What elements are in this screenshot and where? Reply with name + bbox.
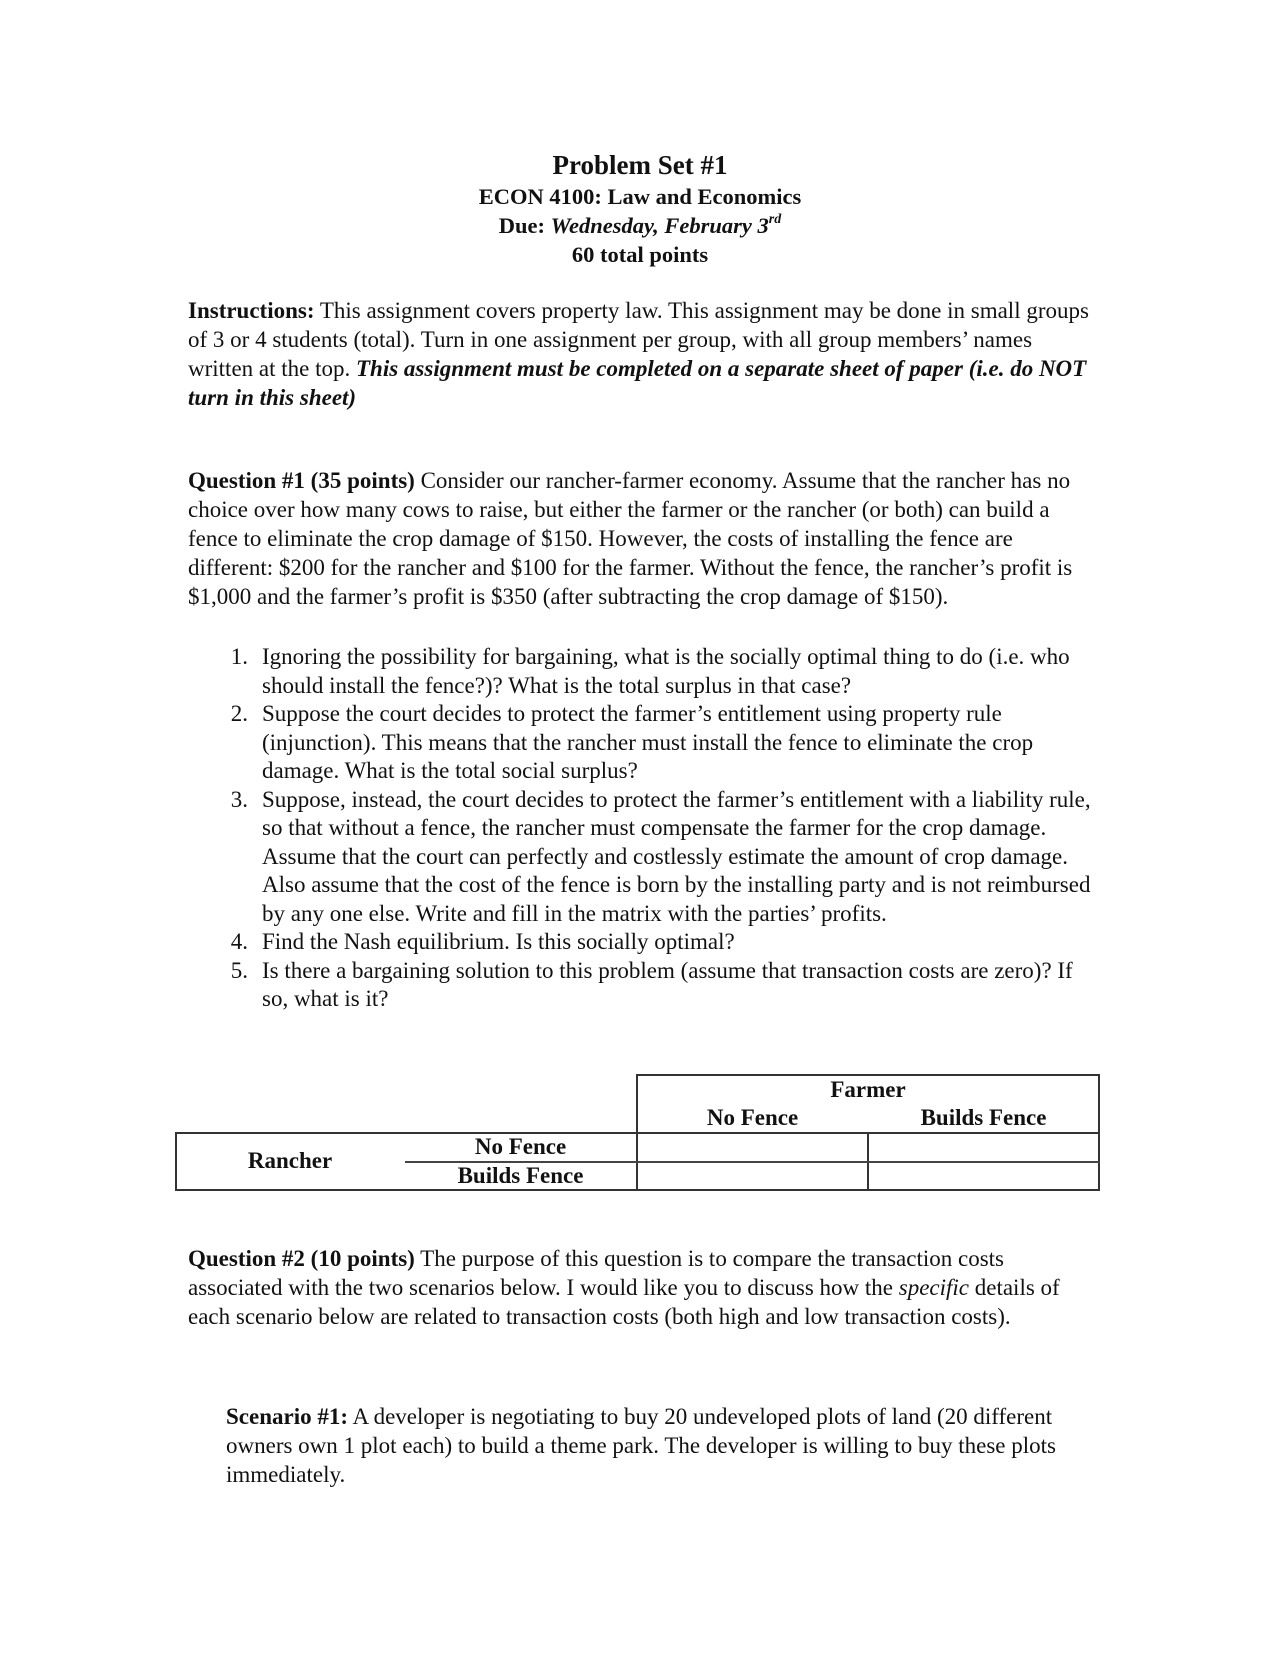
document-header bbox=[0, 148, 1280, 269]
instructions-paragraph bbox=[188, 296, 1098, 412]
subquestion-4 bbox=[218, 928, 1098, 957]
rancher-option-builds-fence: Builds Fence bbox=[457, 1163, 584, 1188]
subquestion-number: 2. bbox=[230, 701, 248, 726]
scenario-1-paragraph bbox=[226, 1402, 1106, 1489]
instructions-text: This assignment covers property law. This assignment may be done in small groups of 3 or 4 students (total). Turn in one assignment per group, with all group members’ names written at the top. bbox=[188, 298, 1089, 381]
subquestion-text: Ignoring the possibility for bargaining, what is the socially optimal thing to do (i.e. who should install the fence?)? What is the total surplus in that case? bbox=[262, 644, 1070, 698]
scenario-1-text: A developer is negotiating to buy 20 undeveloped plots of land (20 different owners own 1 plot each) to build a theme park. The developer is willing to buy these plots immediately. bbox=[226, 1404, 1056, 1487]
subquestion-text: Find the Nash equilibrium. Is this socially optimal? bbox=[262, 929, 735, 954]
question-1-text: Consider our rancher-farmer economy. Assume that the rancher has no choice over how many cows to raise, but either the farmer or the rancher (or both) can build a fence to eliminate the crop damage of $150. However, the costs of installing the fence are different: $200 for the rancher and $100 for the farmer. Without the fence, the rancher’s profit is $1,000 and the farmer’s profit is $350 (after subtracting the crop damage of $150). bbox=[188, 468, 1073, 609]
question-2-paragraph bbox=[188, 1244, 1098, 1331]
question-2-label: Question #2 (10 points) bbox=[188, 1246, 415, 1271]
instructions-emphasis: This assignment must be completed on a separate sheet of paper (i.e. do NOT turn in this sheet) bbox=[188, 356, 1087, 410]
farmer-label: Farmer bbox=[830, 1077, 906, 1102]
rancher-option-no-fence: No Fence bbox=[474, 1134, 567, 1159]
question-1-subquestions bbox=[218, 643, 1098, 1014]
subquestion-3 bbox=[218, 786, 1098, 929]
scenario-1-label: Scenario #1: bbox=[226, 1404, 349, 1429]
instructions-label: Instructions: bbox=[188, 298, 315, 323]
subquestion-1 bbox=[218, 643, 1098, 700]
subquestion-text: Is there a bargaining solution to this problem (assume that transaction costs are zero)? If so, what is it? bbox=[262, 957, 1073, 1011]
farmer-option-builds-fence: Builds Fence bbox=[920, 1105, 1047, 1130]
subquestion-number: 4. bbox=[230, 929, 248, 954]
subquestion-text: Suppose the court decides to protect the farmer’s entitlement using property rule (injunction). This means that the rancher must install the fence to eliminate the crop damage. What is the total social surplus? bbox=[262, 701, 1034, 783]
due-date-suffix: rd bbox=[768, 212, 782, 227]
rancher-label: Rancher bbox=[247, 1148, 333, 1173]
question-2-text-after: details of each scenario below are related to transaction costs (both high and low transaction costs). bbox=[188, 1275, 1060, 1329]
subquestion-5 bbox=[218, 957, 1098, 1014]
question-1-paragraph bbox=[188, 466, 1098, 611]
total-points: 60 total points bbox=[571, 242, 709, 267]
due-label: Due: bbox=[498, 213, 551, 238]
subquestion-number: 1. bbox=[230, 644, 248, 669]
due-date: Wednesday, February 3 bbox=[550, 213, 769, 238]
document-title: Problem Set #1 bbox=[552, 150, 728, 180]
matrix-row-header-border bbox=[175, 1132, 1100, 1134]
subquestion-2 bbox=[218, 700, 1098, 786]
question-2-text-before: The purpose of this question is to compare the transaction costs associated with the two scenarios below. I would like you to discuss how the bbox=[188, 1246, 1004, 1300]
matrix-bottom-border bbox=[175, 1189, 1100, 1191]
subquestion-text: Suppose, instead, the court decides to protect the farmer’s entitlement with a liability rule, so that without a fence, the rancher must compensate the farmer for the crop damage. Assume that the court can perfectly and costlessly estimate the amount of crop damage. Also assume that the cost of the fence is born by the installing party and is not reimbursed by any one else. Write and fill in the matrix with the parties’ profits. bbox=[262, 786, 1091, 926]
question-1-label: Question #1 (35 points) bbox=[188, 468, 415, 493]
farmer-option-no-fence: No Fence bbox=[706, 1105, 799, 1130]
question-2-italic: specific bbox=[898, 1275, 969, 1300]
due-line bbox=[0, 211, 1280, 240]
subquestion-number: 5. bbox=[230, 957, 248, 983]
course-title: ECON 4100: Law and Economics bbox=[478, 184, 802, 209]
subquestion-number: 3. bbox=[230, 786, 248, 812]
